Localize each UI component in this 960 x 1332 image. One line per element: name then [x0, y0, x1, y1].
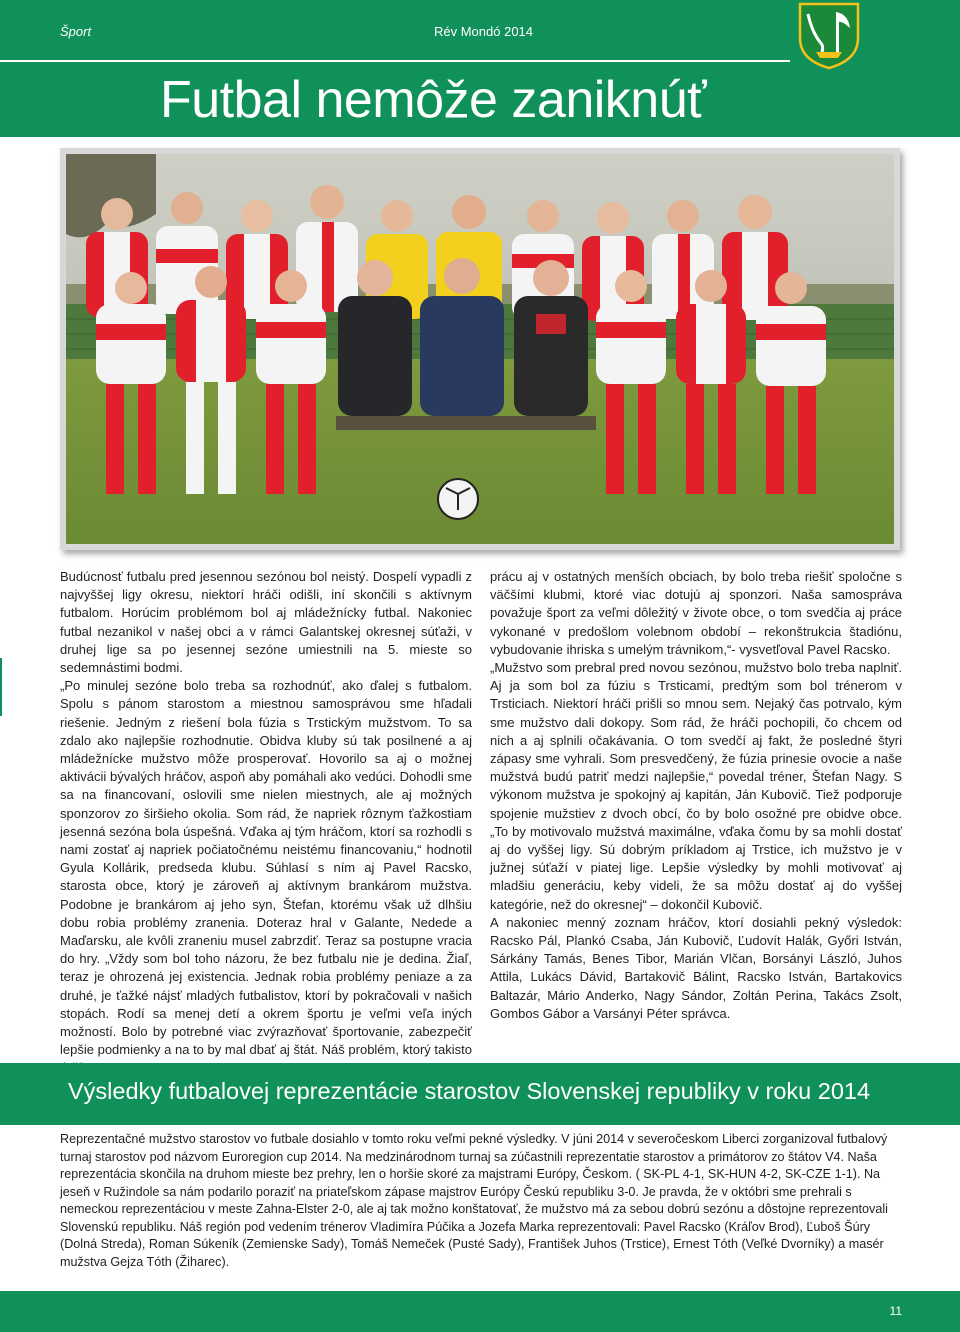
paragraph: prácu aj v ostatných menších obciach, by bolo treba riešiť spoločne s väčšími klubmi, ktoré viac dotujú aj sponzori. Naša samospráva považuje šport za veľmi dôležitý v živote obce, o tom svedčia aj práce vykonané v predošlom volebnom období – rekonštrukcia štadiónu, vybudovanie ihriska s umelým trávnikom,“- vysvetľoval Pavel Racsko. — [490, 569, 902, 657]
article-title: Futbal nemôže zaniknúť — [160, 71, 707, 129]
paragraph: „Mužstvo som prebral pred novou sezónou, mužstvo bolo treba naplniť. Aj ja som bol za fúziu s Trsticami, predtým som bol trénerom v Trsticiach. Niektorí hráči prišli so mnou sem. Nejaký čas potrvalo, kým sme mužstvo dali dokopy. Som rád, že hráči pochopili, čo chcem od nich a aj splnili očakávania. O tom svedčí aj fakt, že posledné štyri zápasy sme vyhrali. Som presvedčený, že fúzia prinesie ovocie a naše mužstvá budú patriť medzi najlepšie,“ povedal tréner, Štefan Nagy. S výkonom mužstva je spokojný aj kapitán, Ján Kubovič. Tiež podporuje spojenie mužstiev z dvoch obcí, čo by bolo osožné pre obidve obce. „To by motivovalo mužstvá maximálne, vďaka čomu by sa mohli dostať aj do vyššej ligy. Sú dobrým príkladom aj Trstice, ich mužstvo je v južnej súťaží v piatej lige. Lepšie výsledky by mohli motivovať aj mladšiu generáciu, keby videli, že sa môžu dostať aj do vyššej kategórie, než do okresnej“ – dokončil Kubovič. — [490, 660, 902, 912]
paragraph: „Po minulej sezóne bolo treba sa rozhodnúť, ako ďalej s futbalom. Spolu s pánom starostom a miestnou samosprávou sme hľadali riešenie. Jedným z riešení bola fúzia s Trstickým mužstvom. To sa zdalo ako najlepšie rozhodnutie. Obidva kluby sú tak posilnené a aj mládežnícke mužstvo môže prosperovať. Hovorilo sa aj o možnej aktivácii bývalých hráčov, aspoň aby pomáhali ako vedúci. Dohodli sme sa na financovaní, oslovili sme nielen miestnych, ale aj možných sponzorov zo širšieho okolia. Som rád, že napriek rôznym ťažkostiam jesenná sezóna bola úspešná. Vďaka aj tým hráčom, ktorí sa rozhodli s nami zostať aj napriek počiatočnému neistému financovaniu,“ hodnotil Gyula Kollárik, predseda klubu. Súhlasí s ním aj Pavel Racsko, starosta obce, ktorý je zároveň aj aktívnym brankárom mužstva. Podobne je brankárom aj jeho syn, Štefan, ktorému však už dlhšiu dobu robia problémy zranenia. Doteraz hral v Galante, Nedede a Maďarsku, ale kvôli zraneniu musel zabrzdiť. Teraz sa postupne vracia do hry. „Vždy som bol toho názoru, že bez futbalu nie je dedina. Žiaľ, teraz je ohrozená jej existencia. Jednak robia problémy peniaze a za druhé, je ťažké nájsť mladých futbalistov, ktorí by pokračovali v našich stopách. Rodí sa menej detí a okrem športu je veľmi veľa iných možností. Bolo by potrebné viac zvýrazňovať športovanie, zabezpečiť lepšie podmienky a na to by mal dbať aj štát. Náš problém, ktorý takisto — [60, 678, 472, 1058]
paragraph: Budúcnosť futbalu pred jesennou sezónou bol neistý. Dospelí vypadli z najvyššej ligy okresu, niektorí hráči odišli, iní skončili s aktívnym futbalom. Horúcim problémom bol aj mládežnícky futbal. Nakoniec futbal nezanikol v našej obci a v rámci Galantskej okresnej súťaži, v druhej lige sa po jesennej sezóne umiestnili na 5. mieste so sedemnástimi bodmi. — [60, 569, 472, 676]
margin-marker — [0, 658, 2, 716]
article-column-left — [60, 568, 472, 1078]
team-photo — [66, 154, 894, 544]
team-photo-frame — [60, 148, 900, 550]
page-header — [0, 0, 960, 137]
page-footer — [0, 1291, 960, 1332]
header-divider — [0, 60, 790, 62]
paragraph: A nakoniec menný zoznam hráčov, ktorí dosiahli pekný výsledok: Racsko Pál, Plankó Csaba, Ján Kubovič, Ľudovít Halák, Győri István, Sárkány Tamás, Benes Tibor, Marián Vlčan, Borsányi László, Juhos Attila, Lukács Dávid, Bartakovič Bálint, Racsko István, Bartakovics Baltazár, Mário Anderko, Nagy Sándor, Zoltán Perina, Takács Zsolt, Gombos Gábor a Varsányi Péter správca. — [490, 914, 902, 1021]
results-paragraph: Reprezentačné mužstvo starostov vo futbale dosiahlo v tomto roku veľmi pekné výsledky. V júni 2014 v severočeskom Liberci zorganizoval futbalový turnaj starostov pod názvom Euroregion cup 2014. Na medzinárodnom turnaj sa zúčastnili reprezentatie starostov a primátorov zo štátov V4. Naša reprezentácia skončila na druhom mieste bez prehry, len o horšie skoré za majstrami Európy, Českom. ( SK-PL 4-1, SK-HUN 4-2, SK-CZE 1-1). Na jeseň v Ružindole sa nám podarilo poraziť na priateľskom zápase majstrov Európy Českú republiku 3-0. Je pravda, že v októbri sme prehrali s nemeckou reprezentáciou v meste Zahna-Elster 2-0, ale aj tak možno konštatovať, že mužstvo má za sebou dobrú sezónu a dôstojne reprezentovali Slovenskú republiku. Náš región pod vedením trénerov Vladimíra Púčika a Jozefa Marka reprezentovali: Pavel Racsko (Kráľov Brod), Ľuboš Šúry (Dolná Streda), Roman Súkeník (Zemienske Sady), Tomáš Nemeček (Pusté Sady), František Juhos (Trstice), Ernest Tóth (Veľké Dvorníky) a masér mužstva Gejza Tóth (Žiharec). — [60, 1132, 888, 1269]
issue-label: Rév Mondó 2014 — [434, 24, 534, 39]
section-label: Šport — [60, 24, 92, 39]
coat-of-arms-icon — [798, 2, 860, 70]
results-heading: Výsledky futbalovej reprezentácie starostov Slovenskej republiky v roku 2014 — [68, 1078, 871, 1104]
article-column-right — [490, 568, 902, 1023]
page-number: 11 — [889, 1304, 902, 1318]
results-heading-band — [0, 1063, 960, 1125]
